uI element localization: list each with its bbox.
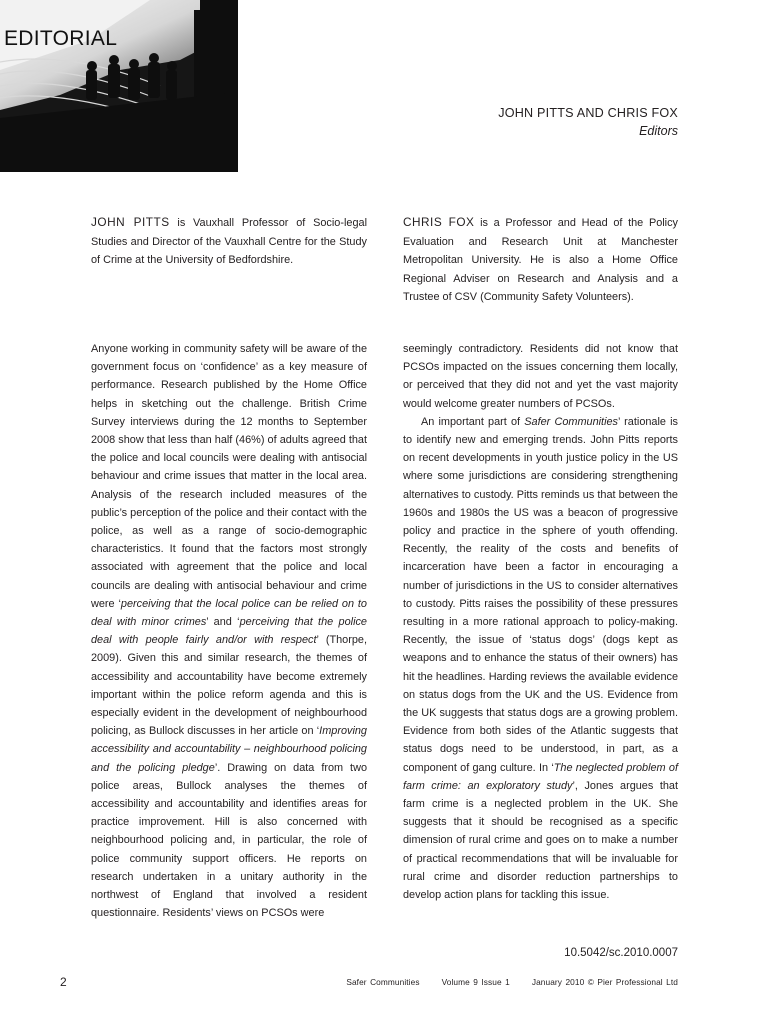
page-number: 2 — [60, 975, 67, 989]
article-title-text: The neglected problem of farm crime: an exploratory study — [403, 761, 678, 792]
bio-text-pitts: is Vauxhall Professor of Socio-legal Studies and Director of the Vauxhall Centre for the Study of Crime at the University of Bedfordshire. — [91, 217, 367, 266]
editorial-banner — [0, 0, 238, 172]
author-role: Editors — [639, 124, 678, 138]
body-text: ’, Jones argues that farm crime is a neglected problem in the UK. She suggests that it should be recognised as a specific dimension of rural crime and goes on to make a number of practical recommendations that will be invaluable for rural crime and disorder reduction partnerships to develop action plans for tackling this issue. — [403, 779, 678, 902]
section-title: EDITORIAL — [4, 27, 118, 50]
body-text: ’ (Thorpe, 2009). Given this and similar research, the themes of accessibility and accountability have become extremely important within the police reform agenda and this is especially evident in the development of neighbourhood policing, as Bullock discusses in her article on ‘ — [91, 634, 367, 738]
bridge-silhouette-image — [0, 0, 238, 172]
journal-title-text: Safer Communities — [524, 415, 618, 428]
author-names: JOHN PITTS AND CHRIS FOX — [498, 106, 678, 120]
article-title-text: Improving accessibility and accountability – neighbourhood policing and the policing pledge — [91, 725, 367, 774]
body-text: ’. Drawing on data from two police areas, Bullock analyses the themes of accessibility and accountability and identifies areas for practice improvement. Hill is also concerned with neighbourhood policing and, in particular, the role of police community support officers. He reports on research undertaken in a unitary authority in the northwest of England that involved a resident questionnaire. Residents’ views on PCSOs were — [91, 761, 368, 920]
bio-text-fox: is a Professor and Head of the Policy Evaluation and Research Unit at Manchester Metropolitan University. He is also a Home Office Regional Adviser on Research and Analysis and a Trustee of CSV (Community Safety Volunteers). — [403, 217, 678, 303]
body-text: Anyone working in community safety will be aware of the government focus on ‘confidence’ as a key measure of performance. Research published by the Home Office helps in sketching out the challenge. British Crime Survey interviews during the 12 months to September 2008 show that less than half (46%) of adults agreed that the police and local councils were dealing with antisocial behaviour and crime issues that matter in the local area. Analysis of the research included measures of the public’s perception of the police and their contact with the police, as well as a range of socio-demographic characteristics. It found that the factors most strongly associated with agreement that the police and local councils are dealing with antisocial behaviour and crime were ‘ — [91, 343, 367, 610]
body-paragraph — [403, 413, 678, 904]
body-paragraph: seemingly contradictory. Residents did not know that PCSOs impacted on the issues concerning them locally, or perceived that they did not and yet the vast majority would welcome greater numbers of PCSOs. — [403, 343, 678, 410]
body-text: ’ rationale is to identify new and emerging trends. John Pitts reports on recent developments in youth justice policy in the US where some jurisdictions are considering strengthening alternatives to custody. Pitts reminds us that between the 1960s and 1980s the US was a beacon of progressive policy and practice in the sphere of youth offending. Recently, the reality of the costs and benefits of incarceration have been a factor in encouraging a number of jurisdictions in the US to consider alternatives to custody. Pitts raises the possibility of these pressures resulting in a more rational approach to policy-making. Recently, the issue of ‘status dogs’ (dogs kept as weapons and to enhance the status of their owners) has hit the headlines. Harding reviews the available evidence on status dogs from the UK and the US. Evidence from the UK suggests that status dogs are a growing problem. Evidence from both sides of the Atlantic suggests that status dogs need to be understood, in part, as a component of gang culture. In ‘ — [403, 415, 678, 774]
footer-volume: Volume 9 Issue 1 — [441, 977, 510, 987]
quote-text: perceiving that the police deal with people fairly and/or with respect — [91, 616, 367, 647]
bio-name-fox: CHRIS FOX — [403, 215, 475, 229]
body-text: ’ and ‘ — [206, 616, 240, 629]
footer-journal: Safer Communities — [346, 977, 420, 987]
bio-john-pitts — [91, 213, 367, 270]
author-block — [498, 106, 678, 138]
bio-chris-fox — [403, 213, 678, 307]
quote-text: perceiving that the local police can be relied on to deal with minor crimes — [91, 597, 367, 629]
body-paragraph — [91, 340, 367, 923]
body-column-left — [91, 340, 367, 923]
body-column-right — [403, 340, 678, 904]
bio-name-pitts: JOHN PITTS — [91, 215, 170, 229]
body-text: An important part of — [421, 415, 525, 428]
page-footer — [324, 977, 678, 987]
doi-link[interactable]: 10.5042/sc.2010.0007 — [564, 947, 678, 959]
footer-date-publisher: January 2010 © Pier Professional Ltd — [531, 977, 678, 987]
